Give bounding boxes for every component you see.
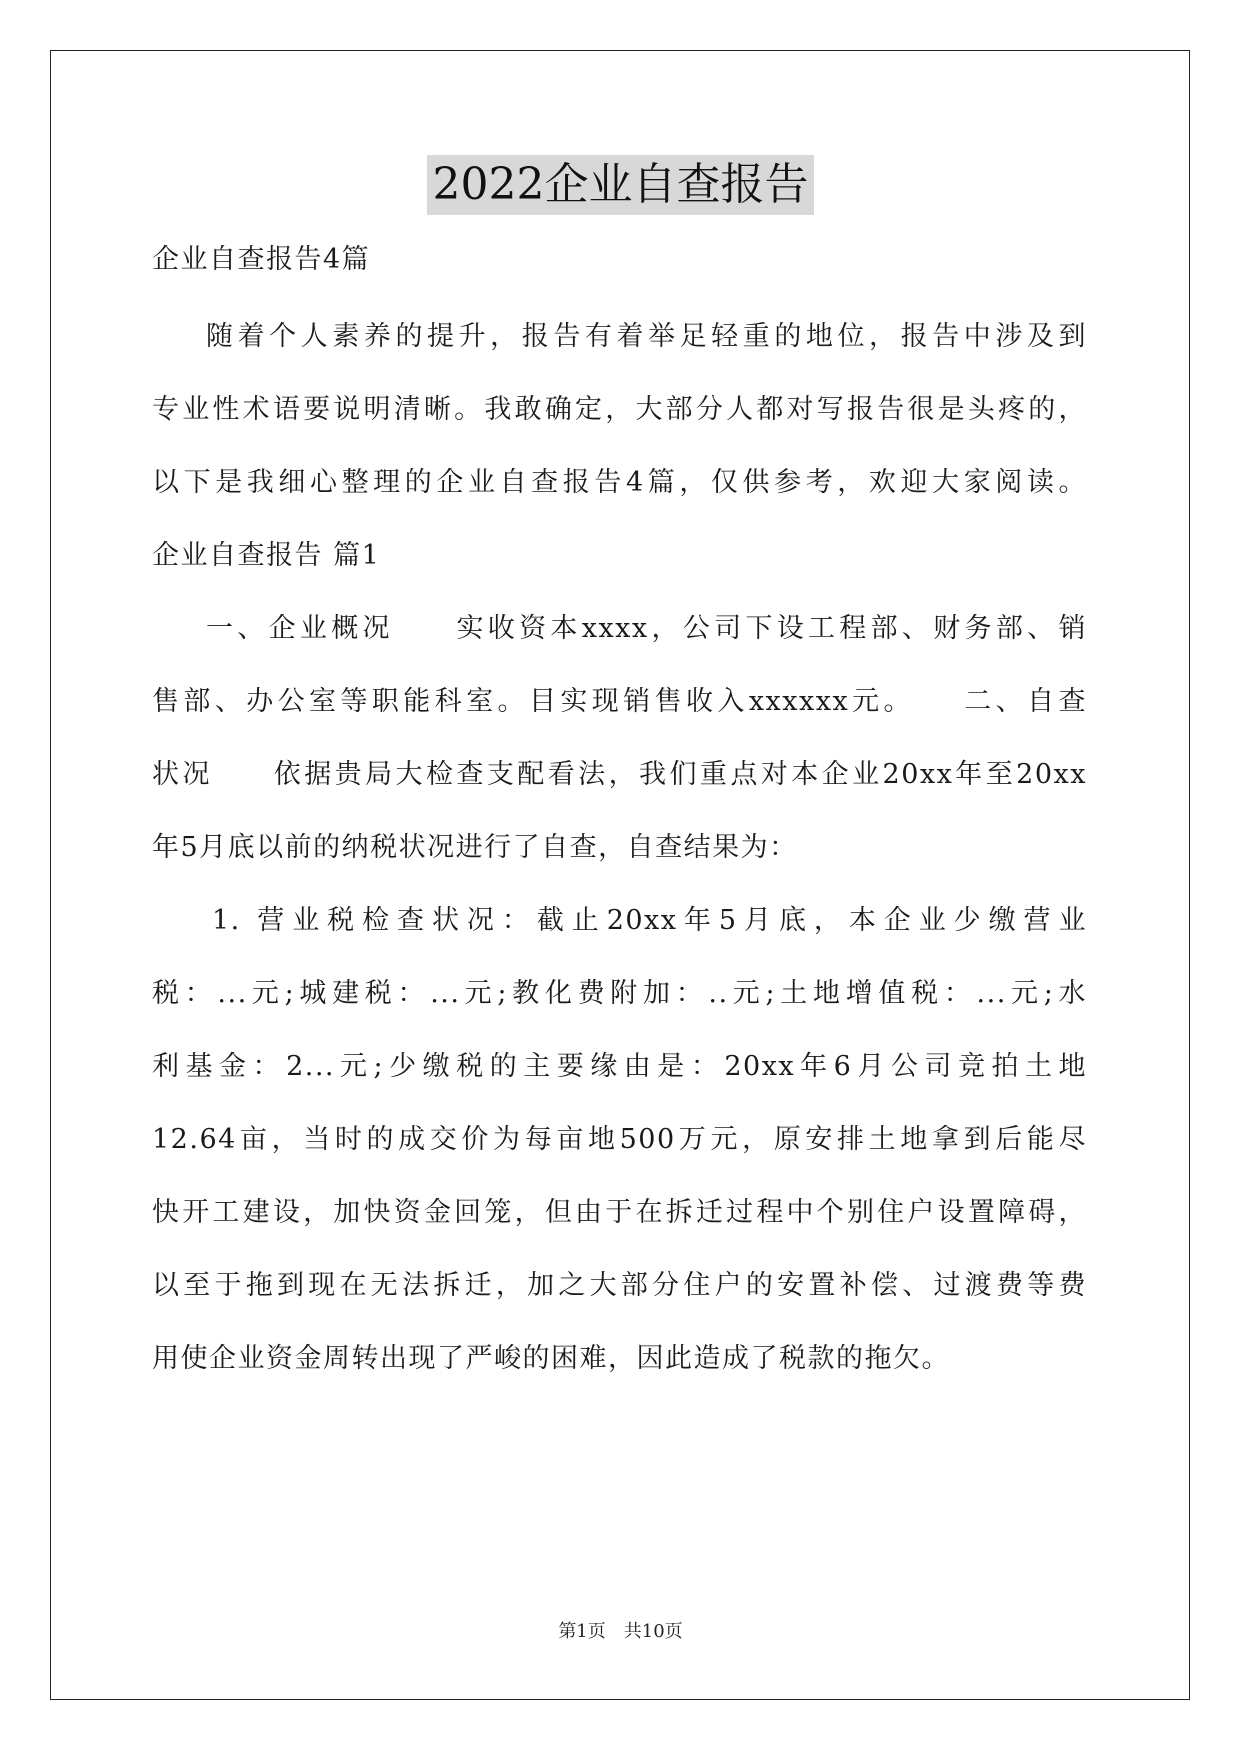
- subtitle-line: 企业自查报告4篇: [152, 244, 371, 275]
- paragraph-line: 专业性术语要说明清晰。我敢确定，大部分人都对写报告很是头疼的，: [152, 394, 1087, 425]
- section-heading: 企业自查报告 篇1: [152, 540, 381, 571]
- paragraph-line: 1. 营业税检查状况：截止20xx年5月底，本企业少缴营业: [212, 905, 1087, 936]
- paragraph-line: 状况 依据贵局大检查支配看法，我们重点对本企业20xx年至20xx: [152, 759, 1087, 790]
- paragraph-line: 用使企业资金周转出现了严峻的困难，因此造成了税款的拖欠。: [152, 1343, 950, 1374]
- paragraph-line: 一、企业概况 实收资本xxxx，公司下设工程部、财务部、销: [206, 613, 1087, 644]
- page-footer: 第1页 共10页: [558, 1621, 683, 1642]
- paragraph-line: 以至于拖到现在无法拆迁，加之大部分住户的安置补偿、过渡费等费: [152, 1270, 1087, 1301]
- paragraph-line: 随着个人素养的提升，报告有着举足轻重的地位，报告中涉及到: [206, 321, 1087, 352]
- paragraph-line: 快开工建设，加快资金回笼，但由于在拆迁过程中个别住户设置障碍，: [152, 1197, 1087, 1228]
- paragraph-line: 税：...元;城建税：...元;教化费附加：..元;土地增值税：...元;水: [152, 978, 1087, 1009]
- paragraph-line: 售部、办公室等职能科室。目实现销售收入xxxxxx元。 二、自查: [152, 686, 1087, 717]
- document-title: 2022企业自查报告: [427, 155, 815, 215]
- page-border: [50, 50, 1190, 1700]
- title-container: [0, 155, 1241, 215]
- paragraph-line: 12.64亩，当时的成交价为每亩地500万元，原安排土地拿到后能尽: [152, 1124, 1087, 1155]
- paragraph-line: 以下是我细心整理的企业自查报告4篇，仅供参考，欢迎大家阅读。: [152, 467, 1087, 498]
- paragraph-line: 年5月底以前的纳税状况进行了自查，自查结果为：: [152, 832, 798, 863]
- paragraph-line: 利基金：2...元;少缴税的主要缘由是：20xx年6月公司竞拍土地: [152, 1051, 1087, 1082]
